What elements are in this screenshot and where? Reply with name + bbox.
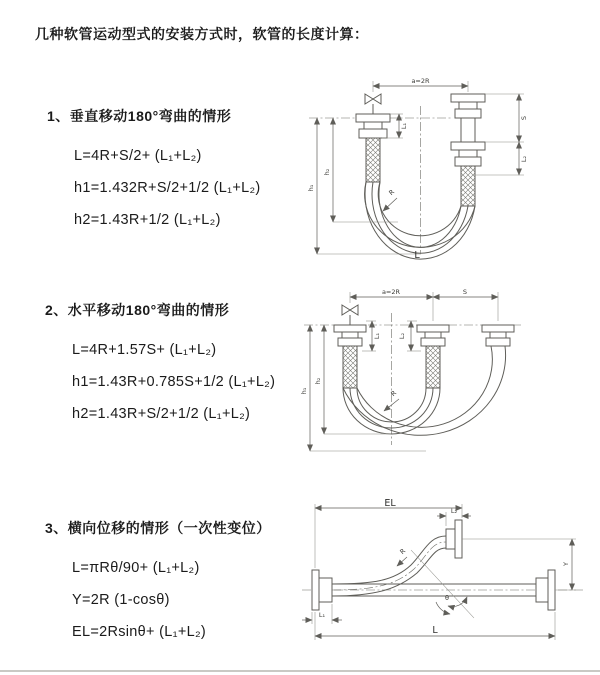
right-flange (536, 570, 555, 610)
left-fitting (334, 325, 366, 388)
right-fitting-displaced (451, 94, 485, 118)
label-a-2r: a=2R (411, 77, 430, 85)
valve-icon (342, 305, 358, 325)
label-h1: h₁ (307, 184, 315, 192)
label-l1: L₁ (373, 332, 381, 340)
formula-y: Y=2R (1-cosθ) (72, 592, 170, 608)
section-horizontal-movement (45, 300, 275, 430)
section-2-heading: 2、水平移动180°弯曲的情形 (45, 302, 230, 318)
valve-icon (365, 94, 381, 114)
left-fitting (356, 114, 390, 182)
label-l2: L₂ (520, 155, 528, 163)
formula-el: EL=2Rsinθ+ (L₁+L₂) (72, 624, 207, 640)
angle-theta (436, 594, 467, 614)
label-l1: L₁ (400, 122, 408, 130)
formula-l: L=4R+1.57S+ (L₁+L₂) (72, 342, 217, 358)
formula-h2: h2=1.43R+S/2+1/2 (L₁+L₂) (72, 406, 251, 422)
page-bottom-edge (0, 670, 600, 672)
braided-hose (366, 138, 380, 182)
label-r: R (398, 547, 408, 557)
diagram-horizontal-180-bend (298, 283, 566, 458)
label-l: L (414, 250, 420, 260)
dimension-y (462, 539, 576, 590)
label-y: Y (562, 562, 570, 566)
section-vertical-movement (47, 106, 261, 236)
label-r: R (387, 187, 397, 197)
dimension-a-2r (373, 77, 468, 92)
label-h2: h₂ (323, 168, 331, 176)
label-s: S (462, 288, 468, 296)
label-theta: θ (445, 594, 449, 602)
dimension-s (485, 94, 528, 142)
braided-hose (461, 166, 475, 206)
braided-hose (343, 346, 357, 388)
label-s: S (520, 115, 528, 121)
dimension-s (433, 288, 498, 321)
label-r: R (389, 388, 399, 398)
label-l: L (432, 625, 438, 636)
right-fitting-displaced (482, 325, 514, 346)
diagram-lateral-displacement (298, 498, 590, 650)
hose-bend-arcs (343, 346, 506, 435)
label-h2: h₂ (314, 377, 322, 385)
label-h1: h₁ (300, 387, 308, 395)
dimension-l2 (437, 507, 471, 526)
radius-callout (383, 188, 397, 211)
right-fitting-original (451, 142, 485, 206)
section-1-heading: 1、垂直移动180°弯曲的情形 (47, 108, 232, 124)
label-el: EL (384, 498, 396, 509)
left-flange (312, 570, 332, 610)
label-l1: L₁ (318, 611, 326, 619)
formula-l: L=πRθ/90+ (L₁+L₂) (72, 560, 200, 576)
hose-bend-arcs (365, 182, 475, 259)
page-title: 几种软管运动型式的安装方式时，软管的长度计算： (35, 26, 369, 42)
label-l2: L₂ (398, 332, 406, 340)
label-a-2r: a=2R (381, 288, 401, 296)
upper-flange-displaced (446, 520, 462, 558)
diagram-vertical-180-bend (303, 70, 553, 260)
formula-h2: h2=1.43R+1/2 (L₁+L₂) (74, 212, 221, 228)
formula-h1: h1=1.43R+0.785S+1/2 (L₁+L₂) (72, 374, 276, 390)
dimension-l (315, 612, 555, 640)
middle-fitting-original (417, 325, 449, 388)
braided-hose (426, 346, 440, 388)
section-lateral-displacement (45, 518, 271, 648)
dimension-l1 (302, 604, 342, 624)
label-l2: L₂ (450, 507, 458, 515)
dimension-el (315, 498, 462, 568)
section-3-heading: 3、横向位移的情形（一次性变位） (45, 520, 271, 536)
formula-l: L=4R+S/2+ (L₁+L₂) (74, 148, 202, 164)
formula-h1: h1=1.432R+S/2+1/2 (L₁+L₂) (74, 180, 261, 196)
curved-hose-displaced (332, 536, 446, 596)
